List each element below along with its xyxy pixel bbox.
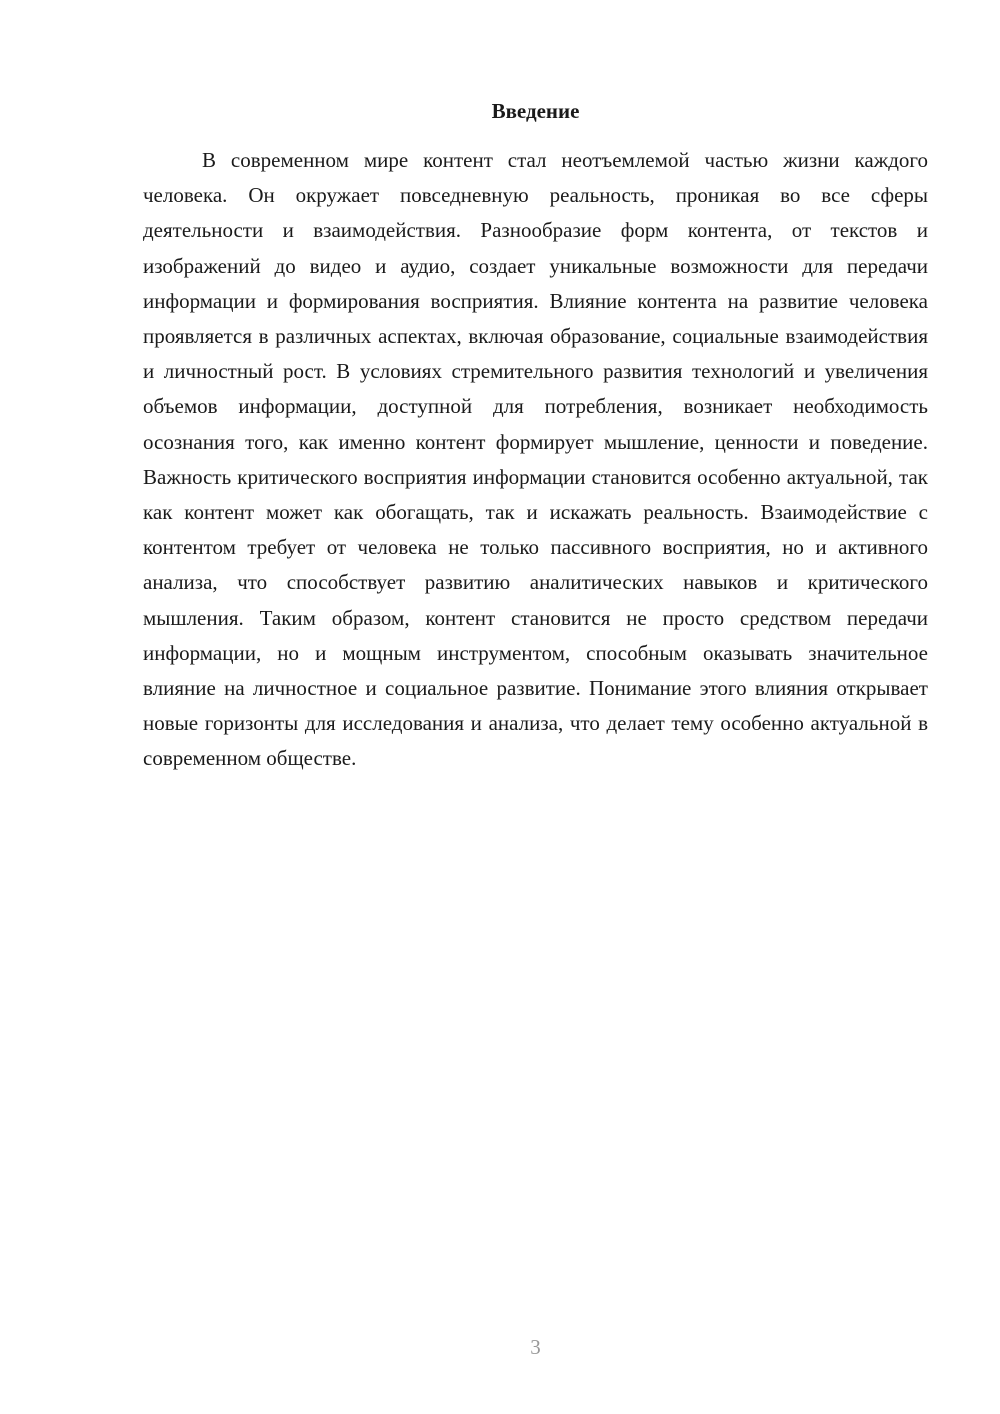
body-paragraph: В современном мире контент стал неотъемлемой частью жизни каждого человека. Он окружает повседневную реальность, проникая во все сферы деятельности и взаимодействия. Разнообразие форм контента, от текстов и изображений до видео и аудио, создает уникальные возможности для передачи информации и формирования восприятия. Влияние контента на развитие человека проявляется в различных аспектах, включая образование, социальные взаимодействия и личностный рост. В условиях стремительного развития технологий и увеличения объемов информации, доступной для потребления, возникает необходимость осознания того, как именно контент формирует мышление, ценности и поведение. Важность критического восприятия информации становится особенно актуальной, так как контент может как обогащать, так и искажать реальность. Взаимодействие с контентом требует от человека не только пассивного восприятия, но и активного анализа, что способствует развитию аналитических навыков и критического мышления. Таким образом, контент становится не просто средством передачи информации, но и мощным инструментом, способным оказывать значительное влияние на личностное и социальное развитие. Понимание этого влияния открывает новые горизонты для исследования и анализа, что делает тему особенно актуальной в современном обществе. bbox=[143, 148, 928, 771]
section-heading: Введение bbox=[491, 99, 580, 123]
page-number: 3 bbox=[530, 1335, 541, 1359]
